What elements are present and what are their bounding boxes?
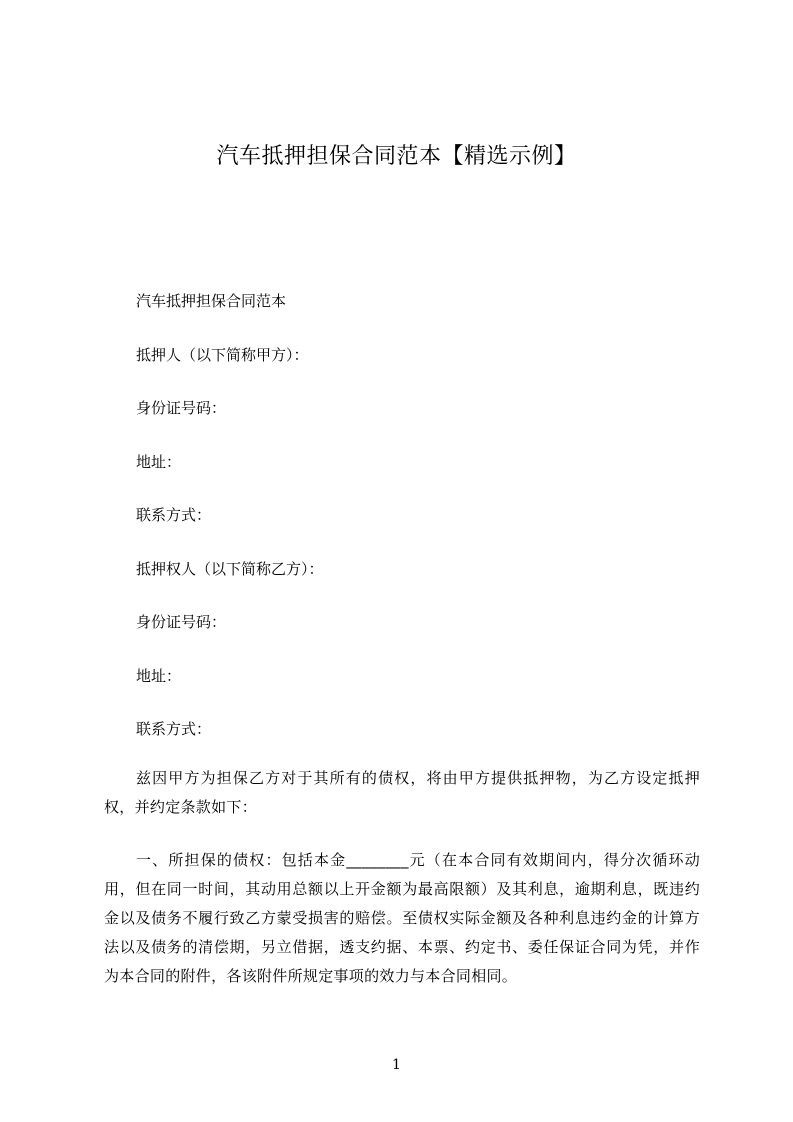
- mortgagee-address-label: 地址：: [136, 667, 182, 685]
- clause-1-paragraph: 一、所担保的债权：包括本金________元（在本合同有效期间内，得分次循环动用，但在同一时间，其动用总额以上开金额为最高限额）及其利息，逾期利息，既违约金以及债务不履行致乙方蒙受损害的赔偿。至债权实际金额及各种利息违约金的计算方法以及债务的清偿期，另立借据，透支约据、本票、约定书、委任保证合同为凭，并作为本合同的附件，各该附件所规定事项的效力与本合同相同。: [104, 851, 700, 985]
- mortgagor-contact-label: 联系方式：: [136, 506, 212, 524]
- mortgagor-label: 抵押人（以下简称甲方）：: [136, 346, 309, 364]
- mortgagee-contact-label: 联系方式：: [136, 720, 212, 738]
- mortgagee-label: 抵押权人（以下简称乙方）：: [136, 560, 324, 578]
- document-title: 汽车抵押担保合同范本【精选示例】: [216, 144, 577, 169]
- preamble-paragraph: 兹因甲方为担保乙方对于其所有的债权，将由甲方提供抵押物，为乙方设定抵押权，并约定条款如下：: [104, 769, 700, 816]
- contract-subtitle: 汽车抵押担保合同范本: [136, 292, 287, 310]
- mortgagee-id-label: 身份证号码：: [136, 613, 227, 631]
- mortgagor-address-label: 地址：: [136, 453, 182, 471]
- page-number: 1: [392, 1057, 401, 1073]
- mortgagor-id-label: 身份证号码：: [136, 399, 227, 417]
